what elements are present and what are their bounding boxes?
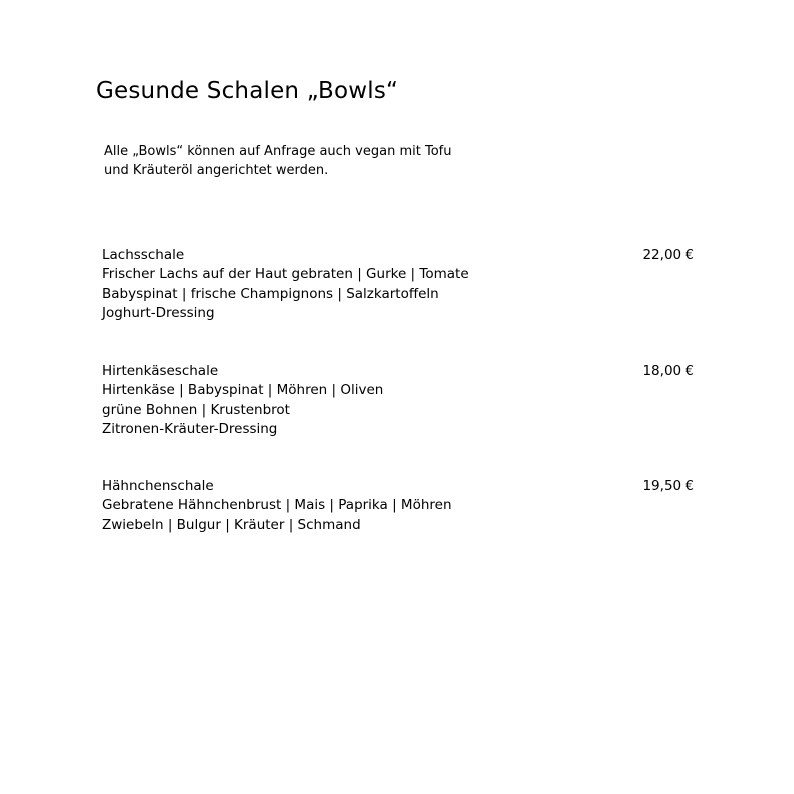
menu-item-haehnchenschale bbox=[102, 477, 694, 535]
menu-item-description-line: grüne Bohnen | Krustenbrot bbox=[102, 401, 290, 418]
intro-line: und Kräuteröl angerichtet werden. bbox=[104, 163, 329, 178]
menu-item-description-line: Joghurt-Dressing bbox=[102, 304, 215, 321]
menu-item-description-line: Zitronen-Kräuter-Dressing bbox=[102, 420, 278, 437]
menu-item-hirtenkaeseschale bbox=[102, 362, 694, 439]
intro-line: Alle „Bowls“ können auf Anfrage auch vegan mit Tofu bbox=[104, 144, 452, 159]
menu-item-description-line: Hirtenkäse | Babyspinat | Möhren | Oliven bbox=[102, 382, 384, 399]
menu-item-price: 18,00 € bbox=[642, 363, 694, 379]
menu-item-name: Hirtenkäseschale bbox=[102, 363, 219, 379]
menu-item-description-line: Babyspinat | frische Champignons | Salzkartoffeln bbox=[102, 285, 439, 302]
menu-item-description-line: Zwiebeln | Bulgur | Kräuter | Schmand bbox=[102, 516, 361, 533]
menu-item-description-line: Gebratene Hähnchenbrust | Mais | Paprika | Möhren bbox=[102, 497, 452, 514]
intro-text bbox=[104, 142, 451, 180]
menu-item-price: 19,50 € bbox=[642, 478, 694, 494]
menu-item-lachsschale bbox=[102, 246, 694, 323]
menu-item-name: Lachsschale bbox=[102, 247, 185, 263]
menu-item-description-line: Frischer Lachs auf der Haut gebraten | Gurke | Tomate bbox=[102, 266, 469, 283]
menu-item-price: 22,00 € bbox=[642, 247, 694, 263]
page-title: Gesunde Schalen „Bowls“ bbox=[96, 78, 399, 104]
menu-item-name: Hähnchenschale bbox=[102, 478, 214, 494]
